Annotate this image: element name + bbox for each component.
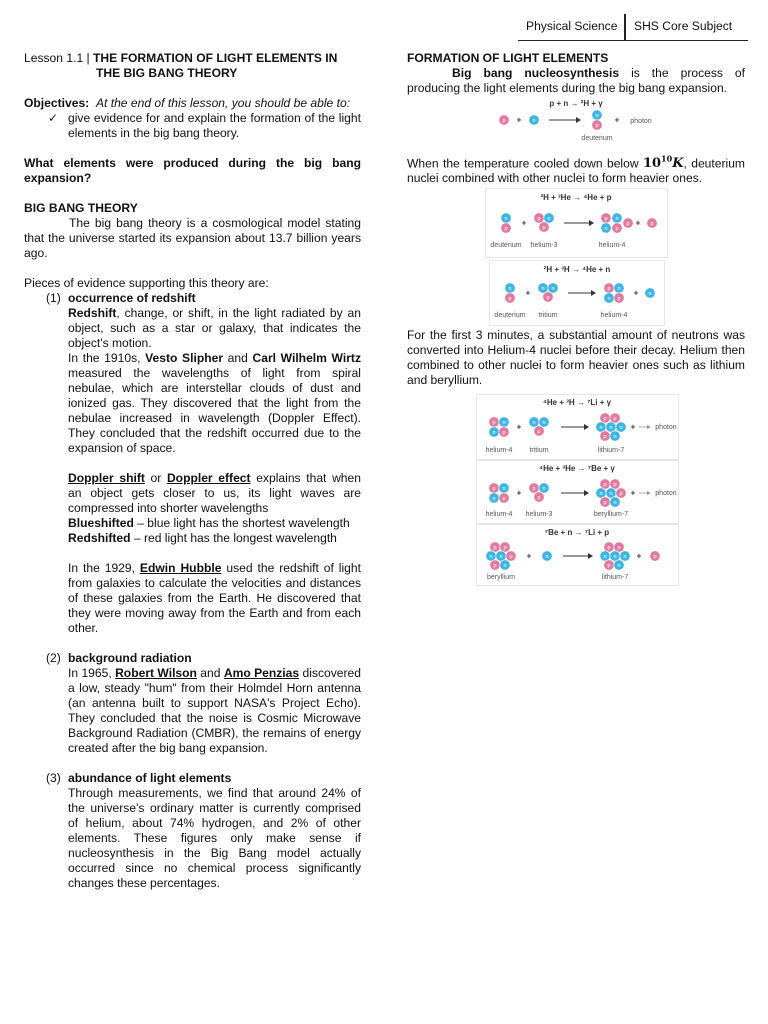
neutron [499, 483, 509, 493]
bbn-paragraph: Big bang nucleosynthesis is the process of producing the light elements during the big bang expansion. [407, 66, 746, 95]
plus-sign: + [630, 488, 636, 498]
svg-text:p: p [542, 225, 546, 232]
objectives-intro: At the end of this lesson, you should be able to: [95, 96, 351, 110]
neutron [489, 493, 499, 503]
deuterium-nucleus [501, 213, 511, 233]
svg-text:p: p [492, 486, 496, 493]
reaction-diagram-3 [490, 261, 664, 325]
big-bang-heading: BIG BANG THEORY [24, 201, 138, 215]
reaction-arrow [564, 220, 594, 226]
reaction-equation-2: ²H + ³He → ⁴He + p [540, 193, 612, 203]
slipher-paragraph: In the 1910s, Vesto Slipher and Carl Wilhelm Wirtz measured the wavelengths of light from spiral nebulae, which are interstellar clouds of dust and ionized gas. They discovered that the light from the nebulae increased in wavelength (Doppler Effect). They concluded that the redshift occurred due to the expansion of space. [68, 351, 361, 455]
evidence-3: (3) abundance of light elements Through measurements, we find that around 24% of the universe's ordinary matter is currently comprised of helium, about 74% hydrogen, and 2% of other elements. These figures only make sense if nucleosynthesis in the Big Bang model actually occurred since no chemical process significantly changes these percentages. [46, 771, 361, 890]
svg-text:n: n [551, 286, 555, 293]
helium4-label: helium-4 [600, 312, 628, 320]
temperature-paragraph: When the temperature cooled down below $10^{10}K$, deuterium nuclei combined with other nuclei to form heavier ones. [407, 154, 746, 186]
header-rule [518, 40, 748, 41]
reaction-arrow [563, 553, 593, 559]
beryllium-nucleus [486, 542, 516, 570]
svg-text:p: p [615, 226, 619, 233]
neutron [539, 417, 549, 427]
plus-sign: + [525, 288, 531, 298]
check-icon: ✓ [48, 111, 59, 125]
svg-text:p: p [504, 226, 508, 233]
svg-text:n: n [595, 113, 599, 119]
header-subject: Physical Science [526, 19, 618, 33]
beryllium7-label: beryllium-7 [593, 511, 629, 519]
svg-text:p: p [509, 554, 513, 561]
proton [616, 488, 626, 498]
svg-text:n: n [607, 296, 611, 303]
photon-label: photon [655, 490, 677, 498]
temperature-value: $10^{10}K$ [642, 154, 684, 172]
svg-text:p: p [607, 545, 611, 552]
neutron [610, 497, 620, 507]
proton [534, 492, 544, 502]
proton [604, 560, 614, 570]
svg-text:p: p [617, 545, 621, 552]
reaction-arrow [568, 290, 596, 296]
objective-item: ✓ give evidence for and explain the formation of the light elements in the big bang theory. [48, 111, 361, 140]
deuterium-label: deuterium [494, 312, 526, 320]
proton [534, 426, 544, 436]
lesson-title-line1: THE FORMATION OF LIGHT ELEMENTS IN [93, 51, 338, 65]
redshift-line: Redshifted – red light has the longest wavelength [68, 531, 337, 545]
figure-deuterium-helium3 [485, 188, 668, 258]
helium4-nucleus [489, 417, 509, 437]
helium3-nucleus [529, 483, 549, 502]
plus-sign: + [635, 218, 641, 228]
beryllium7-nucleus [596, 479, 626, 507]
neutron [529, 115, 539, 125]
svg-text:p: p [603, 416, 607, 423]
proton [499, 493, 509, 503]
svg-text:p: p [626, 221, 630, 228]
svg-text:p: p [613, 482, 617, 489]
plus-sign: + [516, 488, 522, 498]
reaction-diagram-6 [477, 525, 678, 585]
neutron [500, 560, 510, 570]
proton [647, 218, 657, 228]
figure-group-helium [407, 186, 745, 328]
neutron [539, 483, 549, 493]
abundance-paragraph: Through measurements, we find that around 24% of the universe's ordinary matter is currently comprised of helium, about 74% hydrogen, and 2% of other elements. These figures only make sense if nucleosynthesis in the Big Bang model actually occurred since no chemical process significantly changes these percentages. [68, 786, 361, 890]
svg-text:n: n [508, 286, 512, 293]
reaction-diagram-1 [407, 96, 745, 152]
svg-text:p: p [493, 545, 497, 552]
proton [601, 213, 611, 223]
blueshift-line: Blueshifted – blue light has the shortest wavelength [68, 516, 350, 530]
neutron [542, 551, 552, 561]
evidence-2-title: background radiation [68, 651, 192, 665]
svg-text:n: n [492, 430, 496, 437]
svg-text:p: p [546, 295, 550, 302]
evidence-1: (1) occurrence of redshift Redshift, change, or shift, in the light radiated by an object, such as a star or galaxy, that indicates the object's motion. In the 1910s, Vesto Slipher and Carl Wilhelm Wirtz measured the wavelengths of light from spiral nebulae, which are interstellar clouds of dust and ionized gas. They discovered that the light from the nebulae increased in wavelength (Doppler Effect). They concluded that the redshift occurred due to the expansion of space. Doppler shift or Doppler effect explains that when an object gets closer to us, its light waves are compressed into shorter wavelengths Blueshifted – blue light has the shortest wavelength Redshifted – red light has the longest wavelength In the 1929, Edwin Hubble used the redshift of light from galaxies to calculate the velocities and distances of these galaxies from the Earth. He discovered that they were moving away from the Earth and from each other. [46, 291, 361, 635]
beryllium-label: beryllium [486, 574, 516, 582]
proton [505, 293, 515, 303]
neutron-conversion-paragraph: For the first 3 minutes, a substantial amount of neutrons was converted into Helium-4 nuclei before their decay. Helium then combined to other nuclei to form heavier ones such as lithium and beryllium. [407, 328, 745, 388]
svg-text:n: n [623, 554, 627, 561]
lithium7-label: lithium-7 [601, 574, 629, 582]
formation-heading: FORMATION OF LIGHT ELEMENTS [407, 51, 609, 65]
proton [539, 222, 549, 232]
reaction-equation-5: ⁴He + ³He → ⁷Be + γ [539, 464, 615, 474]
figure-deuterium-formation [407, 96, 745, 152]
neutron [601, 223, 611, 233]
figure-group-heavier [407, 388, 745, 583]
proton [600, 431, 610, 441]
lithium7-nucleus [600, 542, 630, 570]
objectives-line [24, 96, 361, 111]
svg-text:p: p [492, 420, 496, 427]
lithium7-label: lithium-7 [597, 447, 625, 455]
svg-text:p: p [607, 286, 611, 293]
neutron [505, 283, 515, 293]
proton [612, 223, 622, 233]
svg-text:n: n [499, 554, 503, 561]
svg-text:n: n [532, 420, 536, 427]
helium4-nucleus [601, 213, 633, 233]
plus-sign: + [516, 115, 522, 125]
neutron [610, 431, 620, 441]
proton [604, 283, 614, 293]
hubble-paragraph: In the 1929, Edwin Hubble used the redshift of light from galaxies to calculate the velocities and distances of these galaxies from the Earth. He discovered that they were moving away from the Earth and from each other. [68, 561, 361, 635]
photon-arrow [639, 491, 651, 495]
reaction-equation-3: ²H + ³H → ⁴He + n [543, 265, 611, 275]
svg-text:p: p [653, 554, 657, 561]
reaction-diagram-5 [477, 461, 678, 523]
proton [623, 218, 633, 228]
svg-text:p: p [617, 296, 621, 303]
svg-text:p: p [502, 496, 506, 503]
proton [529, 483, 539, 493]
figure-beryllium7 [476, 460, 679, 524]
svg-text:n: n [541, 286, 545, 293]
svg-text:p: p [493, 563, 497, 570]
lesson-title-line2: THE BIG BANG THEORY [96, 66, 238, 80]
neutron [499, 417, 509, 427]
svg-text:p: p [603, 482, 607, 489]
svg-text:n: n [542, 420, 546, 427]
proton [499, 115, 509, 125]
neutron [592, 110, 602, 120]
helium4-nucleus [489, 483, 509, 503]
neutron [529, 417, 539, 427]
svg-text:n: n [545, 554, 549, 561]
svg-text:p: p [537, 429, 541, 436]
deuterium-nucleus [505, 283, 515, 303]
svg-text:p: p [537, 216, 541, 223]
right-column [407, 51, 745, 583]
reaction-arrow [549, 117, 581, 123]
proton [489, 483, 499, 493]
neutron [616, 422, 626, 432]
lithium7-nucleus [596, 413, 626, 441]
helium4-label: helium-4 [485, 447, 513, 455]
photon-label: photon [655, 424, 677, 432]
tritium-label: tritium [538, 312, 558, 320]
neutron [604, 293, 614, 303]
svg-text:p: p [502, 430, 506, 437]
svg-text:n: n [604, 226, 608, 233]
plus-sign: + [521, 218, 527, 228]
neutron [645, 288, 655, 298]
proton [592, 120, 602, 130]
svg-text:n: n [615, 216, 619, 223]
svg-text:p: p [537, 495, 541, 502]
plus-sign: + [526, 551, 532, 561]
tritium-label: tritium [529, 447, 549, 455]
helium4-nucleus [604, 283, 624, 303]
neutron [489, 427, 499, 437]
svg-text:n: n [609, 425, 613, 432]
plus-sign: + [516, 422, 522, 432]
neutron [544, 213, 554, 223]
svg-text:n: n [599, 425, 603, 432]
big-bang-definition: The big bang theory is a cosmological model stating that the universe started its expansion about 13.7 billion years ago. [24, 216, 361, 260]
helium3-nucleus [534, 213, 554, 232]
lesson-number: Lesson 1.1 | [24, 51, 94, 65]
evidence-2: (2) background radiation In 1965, Robert Wilson and Amo Penzias discovered a low, steady "hum" from their Holmdel Horn antenna (an antenna built to support NASA's Project Echo). They concluded that the noise is Cosmic Microwave Background Radiation (CMBR), the remains of energy created after the big bang expansion. [46, 651, 361, 755]
svg-text:p: p [508, 296, 512, 303]
deuterium-nucleus [592, 110, 602, 130]
proton [501, 223, 511, 233]
proton [489, 417, 499, 427]
deuterium-label: deuterium [581, 135, 613, 142]
proton [490, 560, 500, 570]
svg-text:n: n [489, 554, 493, 561]
helium4-label: helium-4 [598, 242, 626, 250]
reaction-arrow [561, 424, 589, 430]
proton [614, 293, 624, 303]
svg-text:p: p [603, 434, 607, 441]
svg-text:p: p [613, 416, 617, 423]
figure-beryllium-to-lithium [476, 524, 679, 586]
left-column [24, 51, 361, 891]
photon-label: photon [630, 118, 652, 125]
cmbr-paragraph: In 1965, Robert Wilson and Amo Penzias discovered a low, steady "hum" from their Holmdel Horn antenna (an antenna built to support NASA's Project Echo). They concluded that the noise is Cosmic Microwave Background Radiation (CMBR), the remains of energy created after the big bang expansion. [68, 666, 361, 755]
neutron [612, 213, 622, 223]
objectives-label: Objectives: [24, 96, 90, 110]
reaction-equation-6: ⁷Be + n → ⁷Li + p [544, 528, 610, 538]
neutron [614, 560, 624, 570]
svg-text:p: p [604, 216, 608, 223]
svg-text:n: n [648, 291, 652, 298]
tritium-nucleus [538, 283, 558, 302]
proton [650, 551, 660, 561]
plus-sign: + [630, 422, 636, 432]
evidence-1-title: occurrence of redshift [68, 291, 196, 305]
svg-text:n: n [619, 425, 623, 432]
proton [506, 551, 516, 561]
proton [600, 497, 610, 507]
svg-text:n: n [502, 486, 506, 493]
header-divider [624, 14, 626, 40]
svg-text:p: p [595, 123, 599, 129]
redshift-definition: Redshift, change, or shift, in the light radiated by an object, such as a star or galaxy, that indicates the object's motion. [68, 306, 361, 350]
svg-text:n: n [617, 563, 621, 570]
plus-sign: + [636, 551, 642, 561]
helium4-label: helium-4 [485, 511, 513, 519]
svg-text:p: p [603, 500, 607, 507]
proton [534, 213, 544, 223]
neutron [620, 551, 630, 561]
reaction-equation-1: p + n → ²H + γ [549, 99, 603, 108]
svg-text:n: n [503, 563, 507, 570]
reaction-arrow [561, 490, 589, 496]
svg-text:n: n [502, 420, 506, 427]
reaction-equation-4: ⁴He + ³H → ⁷Li + γ [542, 398, 612, 408]
evidence-intro: Pieces of evidence supporting this theory are: [24, 276, 269, 290]
svg-text:p: p [607, 563, 611, 570]
evidence-3-title: abundance of light elements [68, 771, 232, 785]
svg-text:p: p [503, 545, 507, 552]
svg-text:n: n [603, 554, 607, 561]
helium3-label: helium-3 [525, 511, 553, 519]
guiding-question: What elements were produced during the big bang expansion? [24, 156, 361, 185]
svg-text:n: n [547, 216, 551, 223]
svg-text:p: p [532, 486, 536, 493]
svg-text:n: n [613, 500, 617, 507]
page-header [518, 14, 748, 40]
header-core-subject: SHS Core Subject [634, 19, 733, 33]
figure-deuterium-tritium [489, 260, 665, 326]
svg-text:n: n [613, 554, 617, 561]
plus-sign: + [633, 288, 639, 298]
photon-arrow [639, 425, 651, 429]
deuterium-label: deuterium [490, 242, 522, 250]
lesson-title [24, 51, 361, 81]
svg-text:n: n [609, 491, 613, 498]
reaction-diagram-4 [477, 395, 678, 459]
svg-text:n: n [599, 491, 603, 498]
doppler-paragraph: Doppler shift or Doppler effect explains that when an object gets closer to us, its light waves are compressed into shorter wavelengths [68, 471, 361, 515]
proton [499, 427, 509, 437]
neutron [614, 283, 624, 293]
svg-text:n: n [504, 216, 508, 223]
neutron [538, 283, 548, 293]
svg-text:n: n [617, 286, 621, 293]
plus-sign: + [614, 115, 620, 125]
tritium-nucleus [529, 417, 549, 436]
svg-text:n: n [613, 434, 617, 441]
neutron [501, 213, 511, 223]
helium3-label: helium-3 [530, 242, 558, 250]
reaction-diagram-2 [486, 189, 667, 257]
svg-text:p: p [619, 491, 623, 498]
neutron [548, 283, 558, 293]
svg-text:n: n [532, 118, 536, 124]
svg-text:n: n [542, 486, 546, 493]
svg-text:p: p [650, 221, 654, 228]
svg-text:n: n [492, 496, 496, 503]
svg-text:p: p [502, 118, 506, 124]
proton [543, 292, 553, 302]
figure-lithium7 [476, 394, 679, 460]
